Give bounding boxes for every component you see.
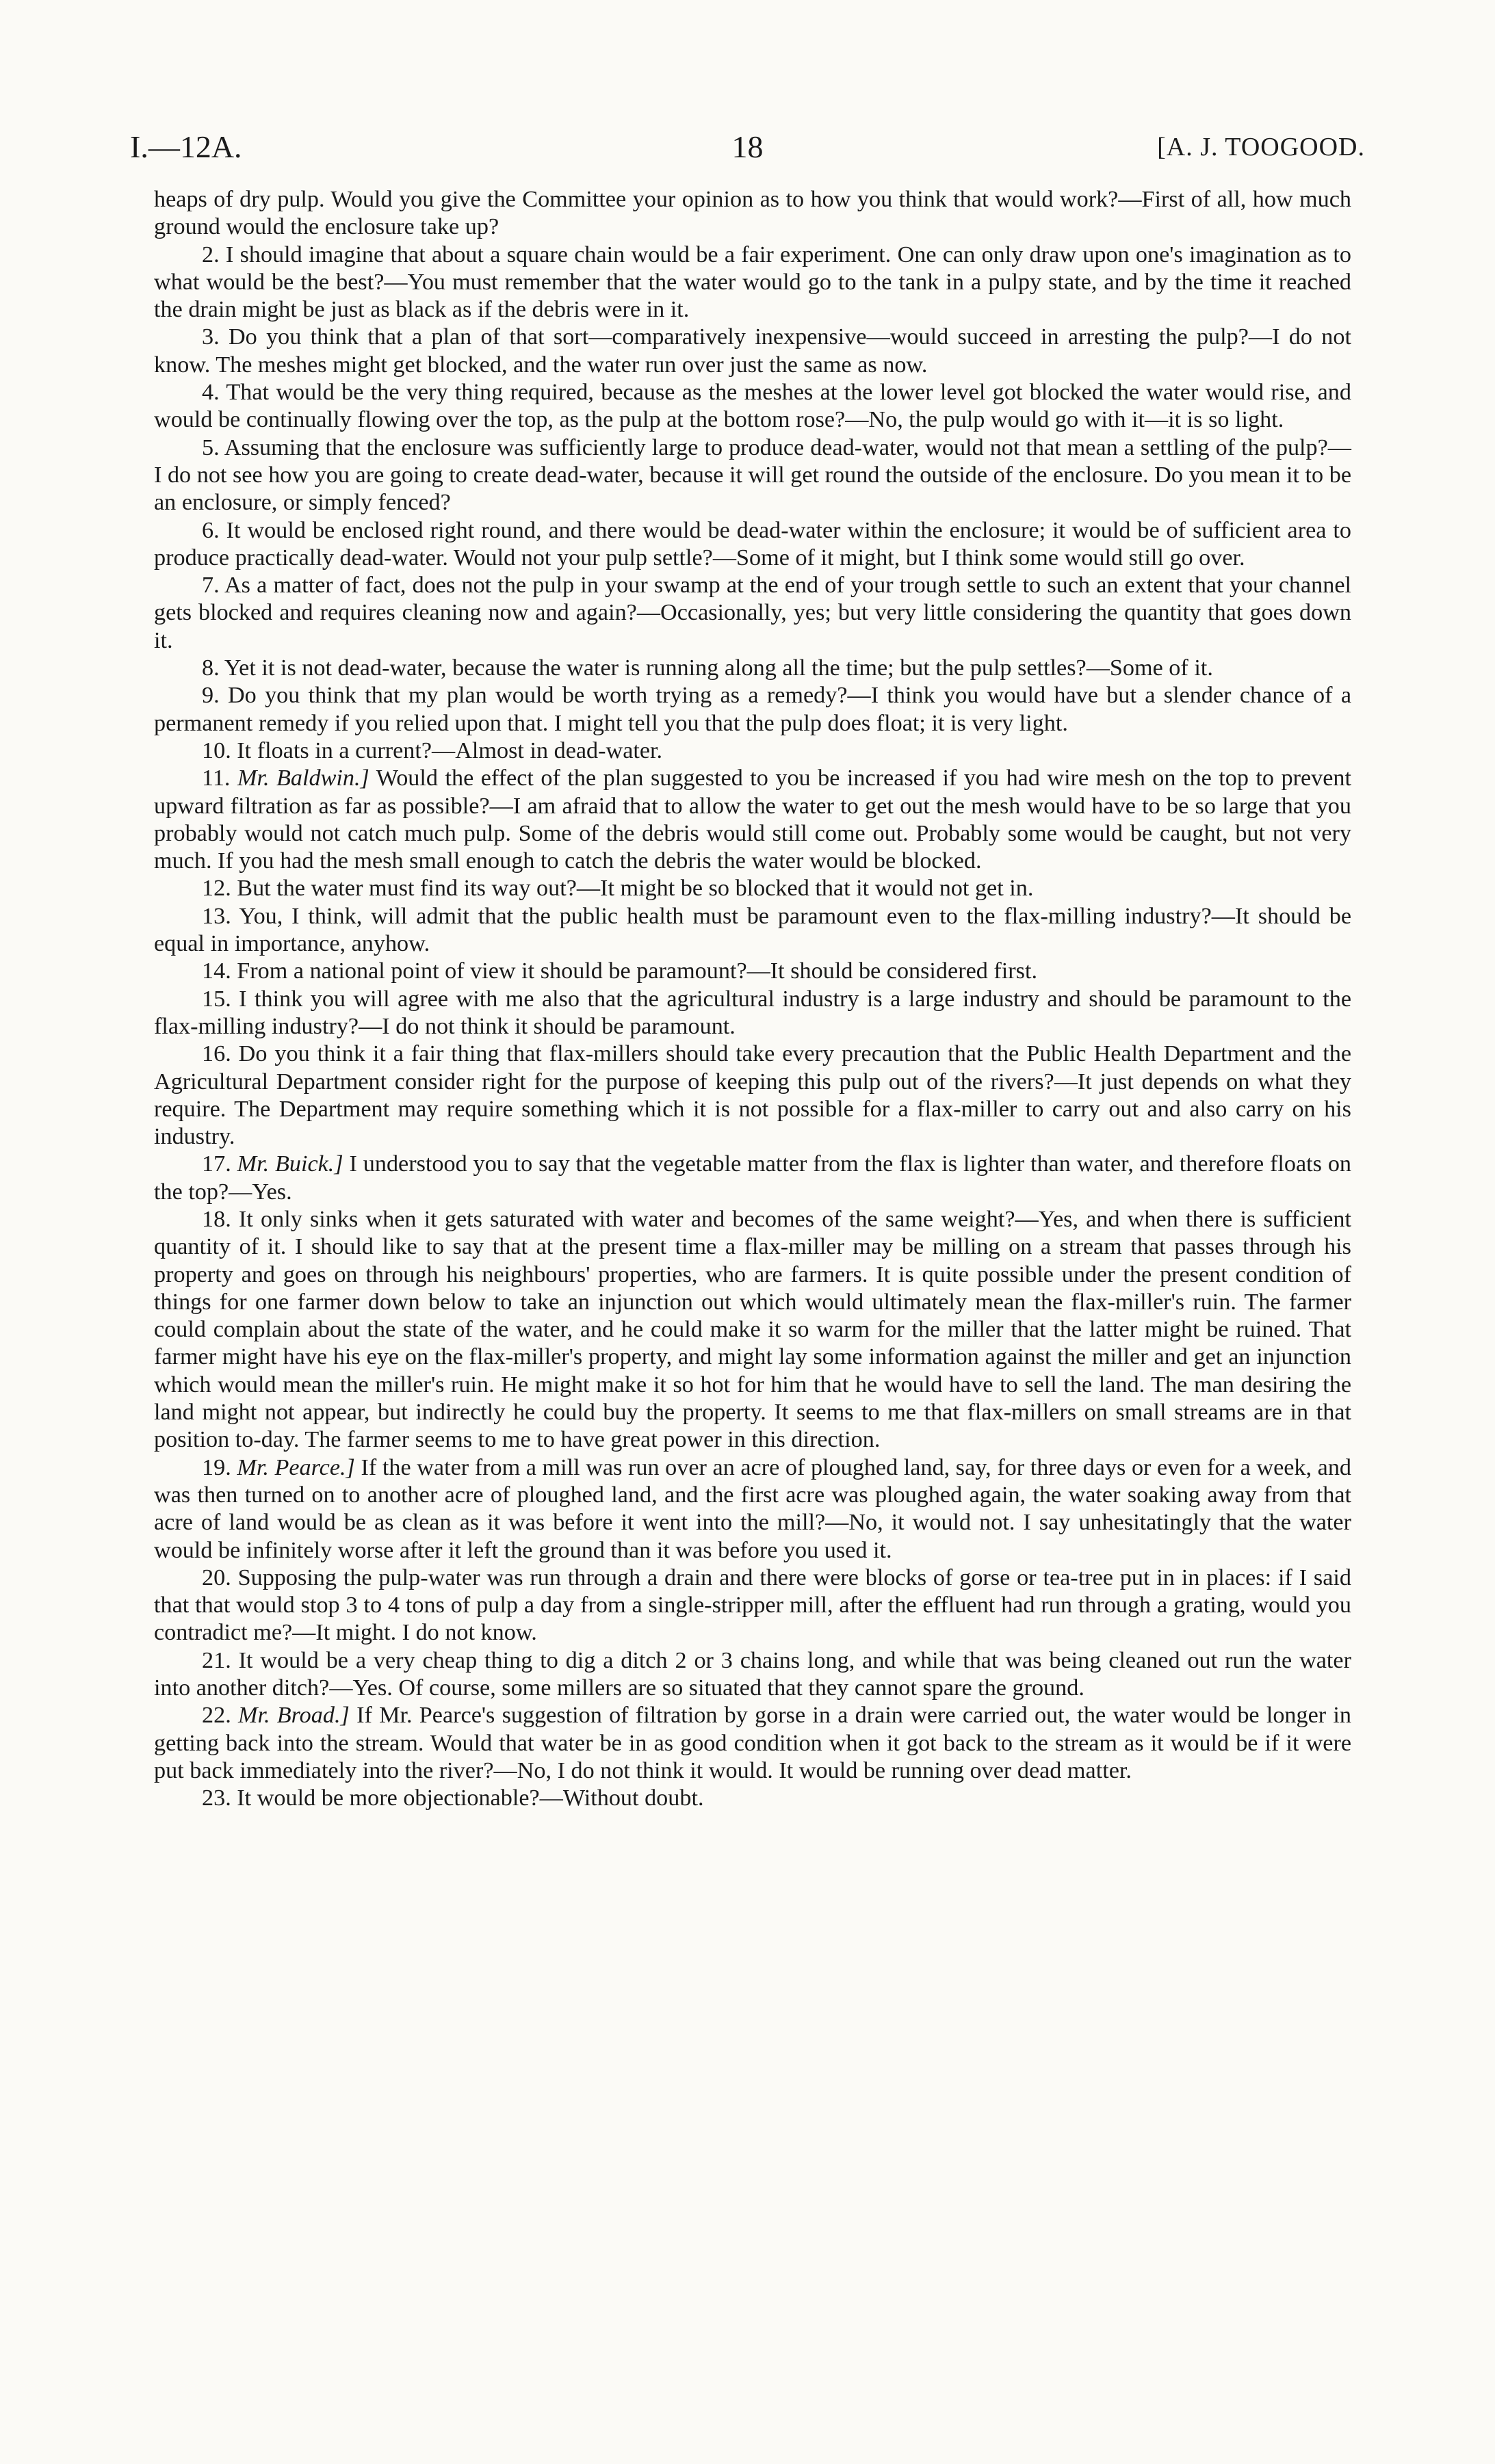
paragraph: 22. Mr. Broad.] If Mr. Pearce's suggestion of filtration by gorse in a drain were carried out, the water would be longer in getting back into the stream. Would that water be in as good condition when it got back to the stream as it would be if it were put back immediately into the river?—No, I do not think it would. It would be running over dead matter. [154,1703,1352,1783]
paragraph: 3. Do you think that a plan of that sort—comparatively inexpensive—would succeed in arresting the pulp?—I do not know. The meshes might get blocked, and the water run over just the same as now. [154,324,1351,378]
paragraph: 2. I should imagine that about a square chain would be a fair experiment. One can only draw upon one's imagination as to what would be the best?—You must remember that the water would go to the tank in a pulpy state, and by the time it reached the drain might be just as black as if the debris were in it. [154,241,1351,323]
paragraph: 9. Do you think that my plan would be worth trying as a remedy?—I think you would have but a slender chance of a permanent remedy if you relied upon that. I might tell you that the pulp does float; it is very light. [154,683,1351,736]
paragraph: heaps of dry pulp. Would you give the Committee your opinion as to how you think that would work?—First of all, how much ground would the enclosure take up? [154,187,1351,240]
speaker-label: Mr. Broad.] [237,1703,350,1729]
paragraph: 12. But the water must find its way out?—It might be so blocked that it would not get in. [202,876,1034,902]
paragraph: 7. As a matter of fact, does not the pulp in your swamp at the end of your trough settle to such an extent that your channel gets blocked and requires cleaning now and again?—Occasionally, yes; but very little considering the quantity that goes down it. [154,573,1351,653]
speaker-label: Mr. Baldwin.] [237,765,369,791]
speaker-label: Mr. Buick.] [237,1151,343,1177]
paragraph: 14. From a national point of view it should be paramount?—It should be considered first. [202,958,1038,984]
paragraph: 10. It floats in a current?—Almost in dead-water. [202,737,663,763]
paragraph: 8. Yet it is not dead-water, because the water is running along all the time; but the pulp settles?—Some of it. [202,655,1213,681]
paragraph: 5. Assuming that the enclosure was sufficiently large to produce dead-water, would not that mean a settling of the pulp?—I do not see how you are going to create dead-water, because it will get round the outside of the enclosure. Do you mean it to be an enclosure, or simply fenced? [154,434,1351,516]
paragraph: 17. Mr. Buick.] I understood you to say that the vegetable matter from the flax is lighter than water, and therefore floats on the top?—Yes. [154,1151,1352,1205]
page-header [130,123,1365,171]
paragraph: 15. I think you will agree with me also that the agricultural industry is a large industry and should be paramount to the flax-milling industry?—I do not think it should be paramount. [154,986,1351,1039]
paragraph: 4. That would be the very thing required, because as the meshes at the lower level got blocked the water would rise, and would be continually flowing over the top, as the pulp at the bottom rose?—No, the pulp would go with it—it is so light. [154,380,1351,433]
paragraph: 21. It would be a very cheap thing to dig a ditch 2 or 3 chains long, and while that was being cleaned out run the water into another ditch?—Yes. Of course, some millers are so situated that they cannot spare the ground. [154,1647,1351,1701]
paragraph: 19. Mr. Pearce.] If the water from a mill was run over an acre of ploughed land, say, for three days or even for a week, and was then turned on to another acre of ploughed land, and the first acre was ploughed again, the water soaking away from that acre of land would be as clean as it was before it went into the mill?—No, it would not. I say unhesitatingly that the water would be infinitely worse after it left the ground than it was before you used it. [154,1454,1352,1563]
paragraph: 18. It only sinks when it gets saturated with water and becomes of the same weight?—Yes, and when there is sufficient quantity of it. I should like to say that at the present time a flax-miller may be milling on a stream that passes through his property and goes on through his neighbours' properties, who are farmers. It is quite possible under the present condition of things for one farmer down below to take an injunction out which would ultimately mean the flax-miller's ruin. The farmer could complain about the state of the water, and he could make it so warm for the miller that the latter might be ruined. That farmer might have his eye on the flax-miller's property, and might lay some information against the miller and get an injunction which would mean the miller's ruin. He might make it so hot for him that he would have to sell the land. The man desiring the land might not appear, but indirectly he could buy the property. It seems to me that flax-millers on small streams are in that position to-day. The farmer seems to me to have great power in this direction. [154,1206,1351,1453]
speaker-label: Mr. Pearce.] [237,1454,355,1480]
paragraph: 23. It would be more objectionable?—Without doubt. [202,1785,704,1811]
page-number: 18 [731,129,764,164]
paragraph: 6. It would be enclosed right round, and there would be dead-water within the enclosure; it would be of sufficient area to produce practically dead-water. Would not your pulp settle?—Some of it might, but I think some would still go over. [154,517,1351,571]
paragraph: 11. Mr. Baldwin.] Would the effect of the plan suggested to you be increased if you had wire mesh on the top to prevent upward filtration as far as possible?—I am afraid that to allow the water to get out the mesh would have to be so large that you probably would not catch much pulp. Some of the debris would still come out. Probably some would be caught, but not very much. If you had the mesh small enough to catch the debris the water would be blocked. [154,765,1352,874]
paragraph: 20. Supposing the pulp-water was run through a drain and there were blocks of gorse or tea-tree put in in places: if I said that that would stop 3 to 4 tons of pulp a day from a single-stripper mill, after the effluent had run through a grating, would you contradict me?—It might. I do not know. [154,1564,1351,1646]
paragraph: 13. You, I think, will admit that the public health must be paramount even to the flax-milling industry?—It should be equal in importance, anyhow. [154,903,1351,957]
document-body [154,186,1351,1813]
paper-reference: I.—12A. [130,129,242,164]
witness-name: [A. J. TOOGOOD. [1157,133,1365,161]
paragraph: 16. Do you think it a fair thing that flax-millers should take every precaution that the Public Health Department and the Agricultural Department consider right for the purpose of keeping this pulp out of the rivers?—It just depends on what they require. The Department may require something which it is not possible for a flax-miller to carry out and also carry on his industry. [154,1041,1351,1150]
